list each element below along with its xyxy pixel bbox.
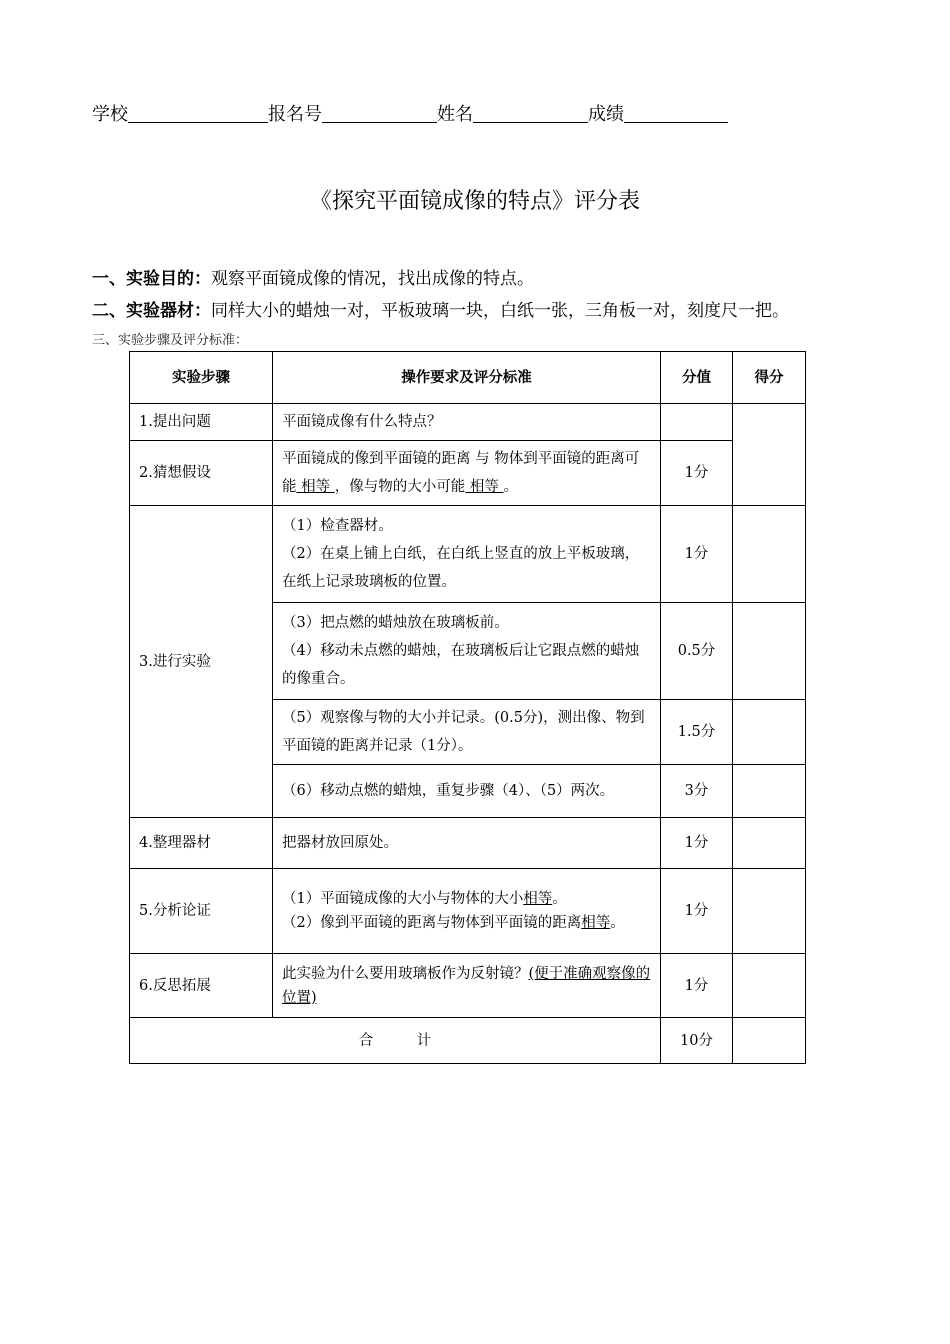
header-got: 得分	[733, 352, 806, 404]
score-field[interactable]	[624, 104, 728, 123]
requirement-cell: 平面镜成的像到平面镜的距离 与 物体到平面镜的距离可能 相等 ，像与物的大小可能 相等 。	[273, 441, 661, 506]
requirement-cell: 此实验为什么要用玻璃板作为反射镜？(便于准确观察像的位置)	[273, 954, 661, 1018]
value-cell: 0.5分	[661, 603, 733, 700]
table-row	[130, 506, 806, 603]
value-cell	[661, 404, 733, 441]
table-row	[130, 869, 806, 954]
table-row	[130, 954, 806, 1018]
step-cell: 4.整理器材	[130, 818, 273, 869]
equipment-label: 二、实验器材：	[92, 301, 211, 321]
got-cell[interactable]	[733, 954, 806, 1018]
answer-blank: 相等	[465, 479, 504, 495]
got-cell[interactable]	[733, 603, 806, 700]
id-label: 报名号	[268, 104, 322, 125]
total-label: 合 计	[130, 1018, 661, 1064]
value-cell: 3分	[661, 765, 733, 818]
requirement-cell: 平面镜成像有什么特点？	[273, 404, 661, 441]
requirement-cell: （3）把点燃的蜡烛放在玻璃板前。 （4）移动未点燃的蜡烛，在玻璃板后让它跟点燃的蜡烛的像重合。	[273, 603, 661, 700]
section-purpose	[92, 264, 534, 289]
table-row	[130, 441, 806, 506]
school-label: 学校	[92, 104, 128, 125]
score-table	[129, 351, 806, 1064]
purpose-text: 观察平面镜成像的情况，找出成像的特点。	[211, 269, 534, 289]
header-requirement: 操作要求及评分标准	[273, 352, 661, 404]
total-row	[130, 1018, 806, 1064]
step-cell: 2.猜想假设	[130, 441, 273, 506]
step-cell: 5.分析论证	[130, 869, 273, 954]
section-steps-label: 三、实验步骤及评分标准：	[92, 333, 249, 348]
step-cell: 1.提出问题	[130, 404, 273, 441]
got-cell[interactable]	[733, 506, 806, 603]
requirement-cell: 把器材放回原处。	[273, 818, 661, 869]
header-info	[92, 100, 728, 126]
step-cell: 3.进行实验	[130, 506, 273, 818]
step-cell: 6.反思拓展	[130, 954, 273, 1018]
requirement-cell: （6）移动点燃的蜡烛，重复步骤（4）、（5）两次。	[273, 765, 661, 818]
table-row	[130, 404, 806, 441]
answer-text: (便于准确观察像的位置)	[282, 965, 651, 1006]
total-got-cell[interactable]	[733, 1018, 806, 1064]
header-step: 实验步骤	[130, 352, 273, 404]
id-field[interactable]	[322, 104, 437, 123]
got-cell[interactable]	[733, 818, 806, 869]
value-cell: 1分	[661, 954, 733, 1018]
got-cell[interactable]	[733, 700, 806, 765]
equipment-text: 同样大小的蜡烛一对，平板玻璃一块，白纸一张，三角板一对，刻度尺一把。	[211, 301, 789, 321]
section-equipment	[92, 296, 789, 321]
requirement-cell: （1）平面镜成像的大小与物体的大小相等。 （2）像到平面镜的距离与物体到平面镜的距离相等。	[273, 869, 661, 954]
score-label: 成绩	[588, 104, 624, 125]
table-header-row	[130, 352, 806, 404]
value-cell: 1分	[661, 869, 733, 954]
purpose-label: 一、实验目的：	[92, 269, 211, 289]
value-cell: 1分	[661, 818, 733, 869]
requirement-cell: （5）观察像与物的大小并记录。(0.5分)，测出像、物到平面镜的距离并记录（1分）。	[273, 700, 661, 765]
page-title: 《探究平面镜成像的特点》评分表	[309, 189, 640, 214]
name-field[interactable]	[473, 104, 588, 123]
requirement-cell: （1）检查器材。 （2）在桌上铺上白纸，在白纸上竖直的放上平板玻璃，在纸上记录玻璃板的位置。	[273, 506, 661, 603]
value-cell: 1分	[661, 441, 733, 506]
table-row	[130, 818, 806, 869]
total-value: 10分	[661, 1018, 733, 1064]
name-label: 姓名	[437, 104, 473, 125]
answer-blank: 相等	[296, 479, 335, 495]
value-cell: 1分	[661, 506, 733, 603]
got-cell[interactable]	[733, 404, 806, 506]
got-cell[interactable]	[733, 869, 806, 954]
got-cell[interactable]	[733, 765, 806, 818]
header-value: 分值	[661, 352, 733, 404]
school-field[interactable]	[128, 104, 268, 123]
value-cell: 1.5分	[661, 700, 733, 765]
